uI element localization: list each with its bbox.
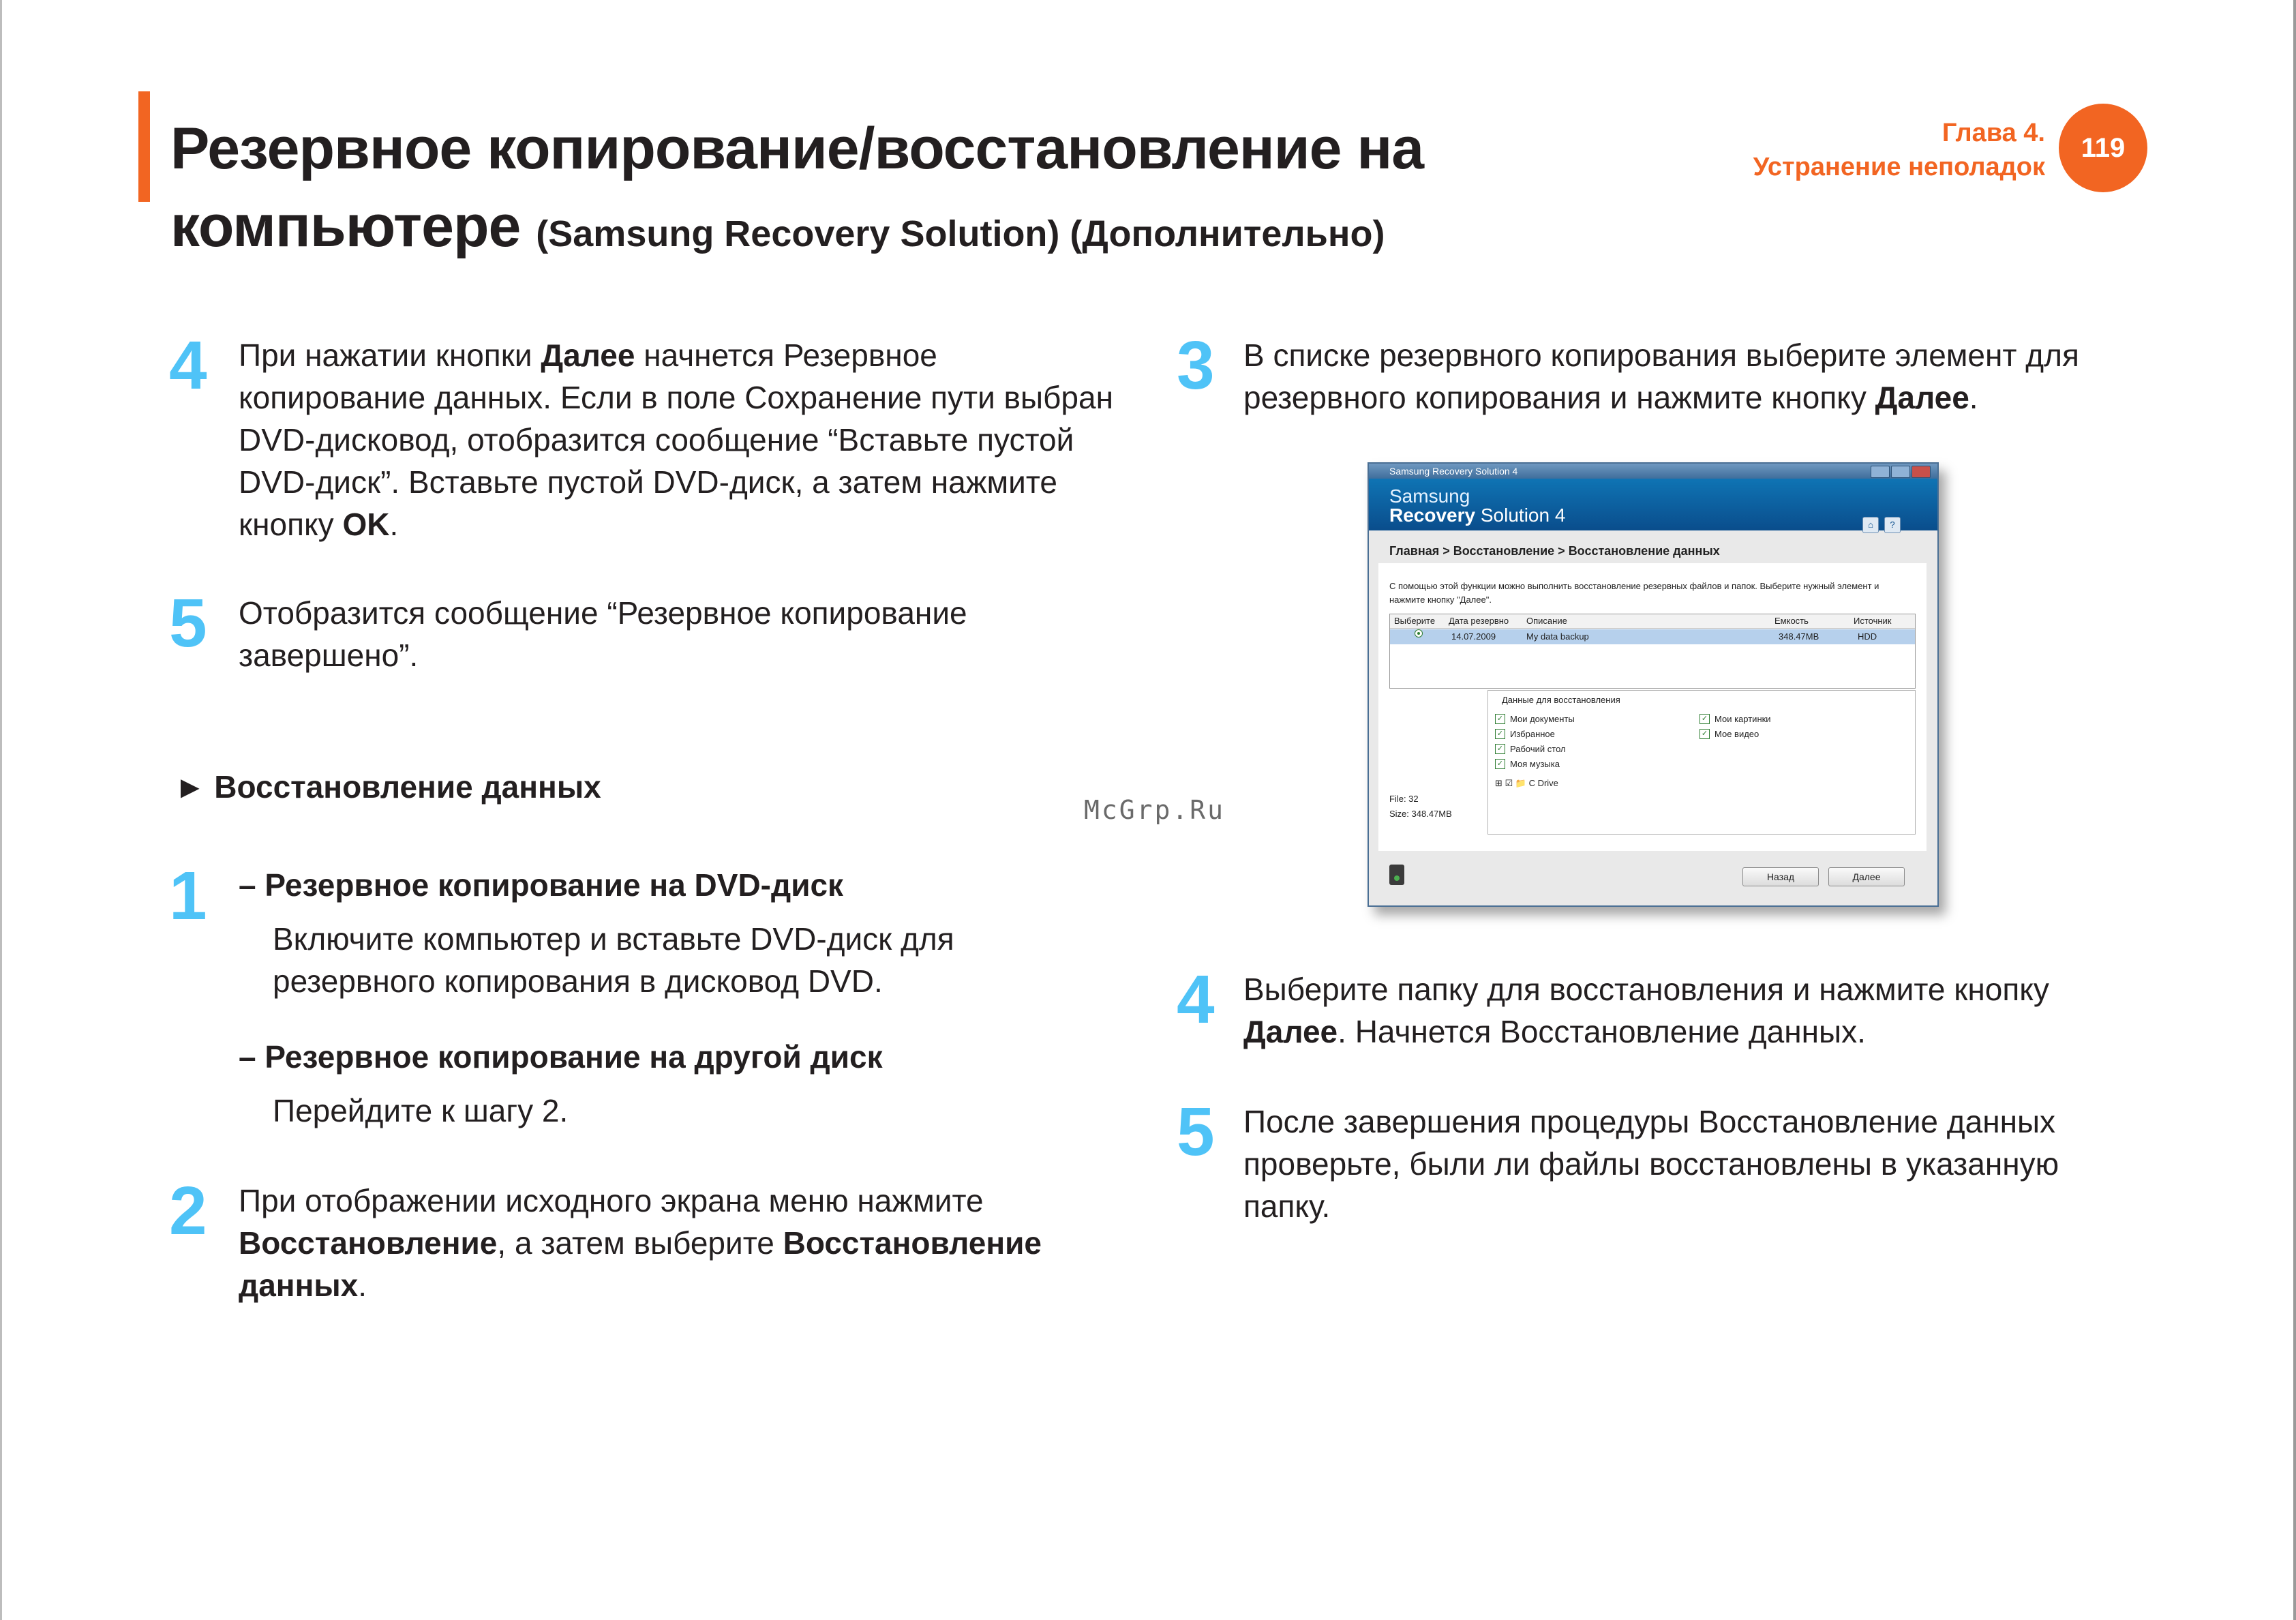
row-description: My data backup — [1526, 631, 1589, 642]
file-count: File: 32 — [1389, 794, 1419, 804]
step-number: 4 — [169, 327, 207, 404]
substep-text: Включите компьютер и вставьте DVD-диск для резервного копирования в дисковод DVD. — [273, 921, 954, 999]
step-5-text: Отобразится сообщение “Резервное копирование завершено”. — [239, 595, 967, 673]
row-source: HDD — [1858, 631, 1877, 642]
title-accent-bar — [138, 91, 150, 202]
restore-panel-title: Данные для восстановления — [1502, 695, 1620, 705]
column-header: Емкость — [1774, 616, 1809, 626]
step-number: 5 — [169, 585, 207, 661]
window-title: Samsung Recovery Solution 4 — [1389, 466, 1518, 477]
row-date: 14.07.2009 — [1451, 631, 1496, 642]
row-select-radio[interactable] — [1415, 629, 1423, 638]
checkbox-my-video[interactable]: ✓ Мое видео — [1700, 729, 1759, 740]
checkbox-favorites[interactable]: ✓ Избранное — [1495, 729, 1555, 740]
page-title-line2 — [170, 192, 1385, 268]
row-capacity: 348.47MB — [1779, 631, 1819, 642]
checkbox-my-music[interactable]: ✓ Моя музыка — [1495, 759, 1560, 770]
disc-status-icon — [1389, 865, 1404, 885]
substep-text: Перейдите к шагу 2. — [273, 1093, 569, 1128]
step-4-right-text-part: . Начнется Восстановление данных. — [1338, 1014, 1866, 1049]
page-edge-left — [0, 0, 2, 1620]
step-2-text — [239, 1180, 1098, 1306]
step-3-text-part: . — [1969, 380, 1978, 415]
step-2-text-part: При отображении исходного экрана меню нажмите — [239, 1183, 984, 1218]
checkbox-my-pictures[interactable]: ✓ Мои картинки — [1700, 714, 1771, 725]
app-description: С помощью этой функции можно выполнить восстановление резервных файлов и папок. Выберите нужный элемент и нажмите кнопку "Далее". — [1389, 581, 1879, 605]
step-4-right-bold-next: Далее — [1243, 1014, 1338, 1049]
section-heading: ► Восстановление данных — [175, 769, 601, 805]
app-breadcrumb: Главная > Восстановление > Восстановление данных — [1389, 544, 1720, 558]
step-number: 2 — [169, 1173, 207, 1249]
chapter-title: Устранение неполадок — [1753, 153, 2045, 181]
column-header: Дата резервно — [1449, 616, 1509, 626]
maximize-icon[interactable] — [1891, 466, 1910, 478]
step-4-text-part: При нажатии кнопки — [239, 338, 541, 373]
step-2-text-part: . — [358, 1268, 367, 1303]
app-brand-line2 — [1389, 506, 1565, 525]
step-4-text-part: . — [389, 507, 399, 542]
page-title-sub: (Samsung Recovery Solution) (Дополнительно) — [536, 213, 1385, 254]
minimize-icon[interactable] — [1871, 466, 1890, 478]
backup-list-table — [1389, 614, 1916, 689]
step-2-bold-restore: Восстановление — [239, 1225, 498, 1261]
window-titlebar — [1369, 464, 1937, 479]
page-edge-right — [2293, 0, 2296, 1620]
table-row[interactable] — [1390, 629, 1915, 644]
column-header: Описание — [1526, 616, 1567, 626]
home-icon[interactable]: ⌂ — [1862, 517, 1879, 533]
page-number-badge: 119 — [2059, 104, 2147, 192]
page-title-main: компьютере — [170, 194, 521, 259]
step-2-text-part: , а затем выберите — [497, 1225, 783, 1261]
column-header: Выберите — [1394, 616, 1436, 626]
step-number: 3 — [1177, 327, 1215, 404]
column-header: Источник — [1854, 616, 1892, 626]
step-4-text — [239, 334, 1118, 545]
close-icon[interactable] — [1912, 466, 1931, 478]
restore-data-panel — [1487, 690, 1916, 835]
help-icon[interactable]: ? — [1884, 517, 1901, 533]
checkbox-desktop[interactable]: ✓ Рабочий стол — [1495, 744, 1566, 755]
step-number: 5 — [1177, 1094, 1215, 1170]
chapter-label: Глава 4. — [1942, 119, 2045, 147]
next-button[interactable]: Далее — [1828, 867, 1905, 886]
table-header — [1390, 614, 1915, 629]
step-number: 1 — [169, 858, 207, 934]
step-3-text — [1243, 334, 2130, 419]
step-4-text-part: начнется Резервное копирование данных. Если в поле Сохранение пути выбран DVD-дисковод, отобразится сообщение “Вставьте пустой DVD-диск”. Вставьте пустой DVD-диск, а затем нажмите кнопку — [239, 338, 1113, 542]
watermark: McGrp.Ru — [1084, 795, 1226, 825]
step-4-bold-ok: OK — [342, 507, 390, 542]
step-number: 4 — [1177, 961, 1215, 1038]
app-brand-line1: Samsung — [1389, 485, 1470, 507]
step-2-bold-restore-data: Восстановление данных — [239, 1225, 1042, 1303]
app-brand-bold: Recovery — [1389, 505, 1476, 526]
step-5-right-text: После завершения процедуры Восстановление данных проверьте, были ли файлы восстановлены в указанную папку. — [1243, 1104, 2059, 1224]
tree-item-c-drive[interactable]: ⊞ ☑ 📁 C Drive — [1495, 778, 1558, 788]
substep-heading: – Резервное копирование на DVD-диск — [239, 867, 844, 903]
step-4-bold-next: Далее — [541, 338, 635, 373]
file-size: Size: 348.47MB — [1389, 809, 1452, 819]
substep-heading: – Резервное копирование на другой диск — [239, 1039, 883, 1075]
checkbox-my-documents[interactable]: ✓ Мои документы — [1495, 714, 1575, 725]
step-4-right-text-part: Выберите папку для восстановления и нажмите кнопку — [1243, 972, 2049, 1007]
app-brand-rest: Solution 4 — [1475, 505, 1566, 526]
step-4-right-text — [1243, 968, 2130, 1053]
page-title-line1: Резервное копирование/восстановление на — [170, 116, 1424, 181]
recovery-solution-window — [1368, 462, 1939, 907]
back-button[interactable]: Назад — [1742, 867, 1819, 886]
chapter-heading — [1753, 116, 2045, 184]
step-3-bold-next: Далее — [1875, 380, 1969, 415]
step-3-text-part: В списке резервного копирования выберите элемент для резервного копирования и нажмите кнопку — [1243, 338, 2079, 415]
